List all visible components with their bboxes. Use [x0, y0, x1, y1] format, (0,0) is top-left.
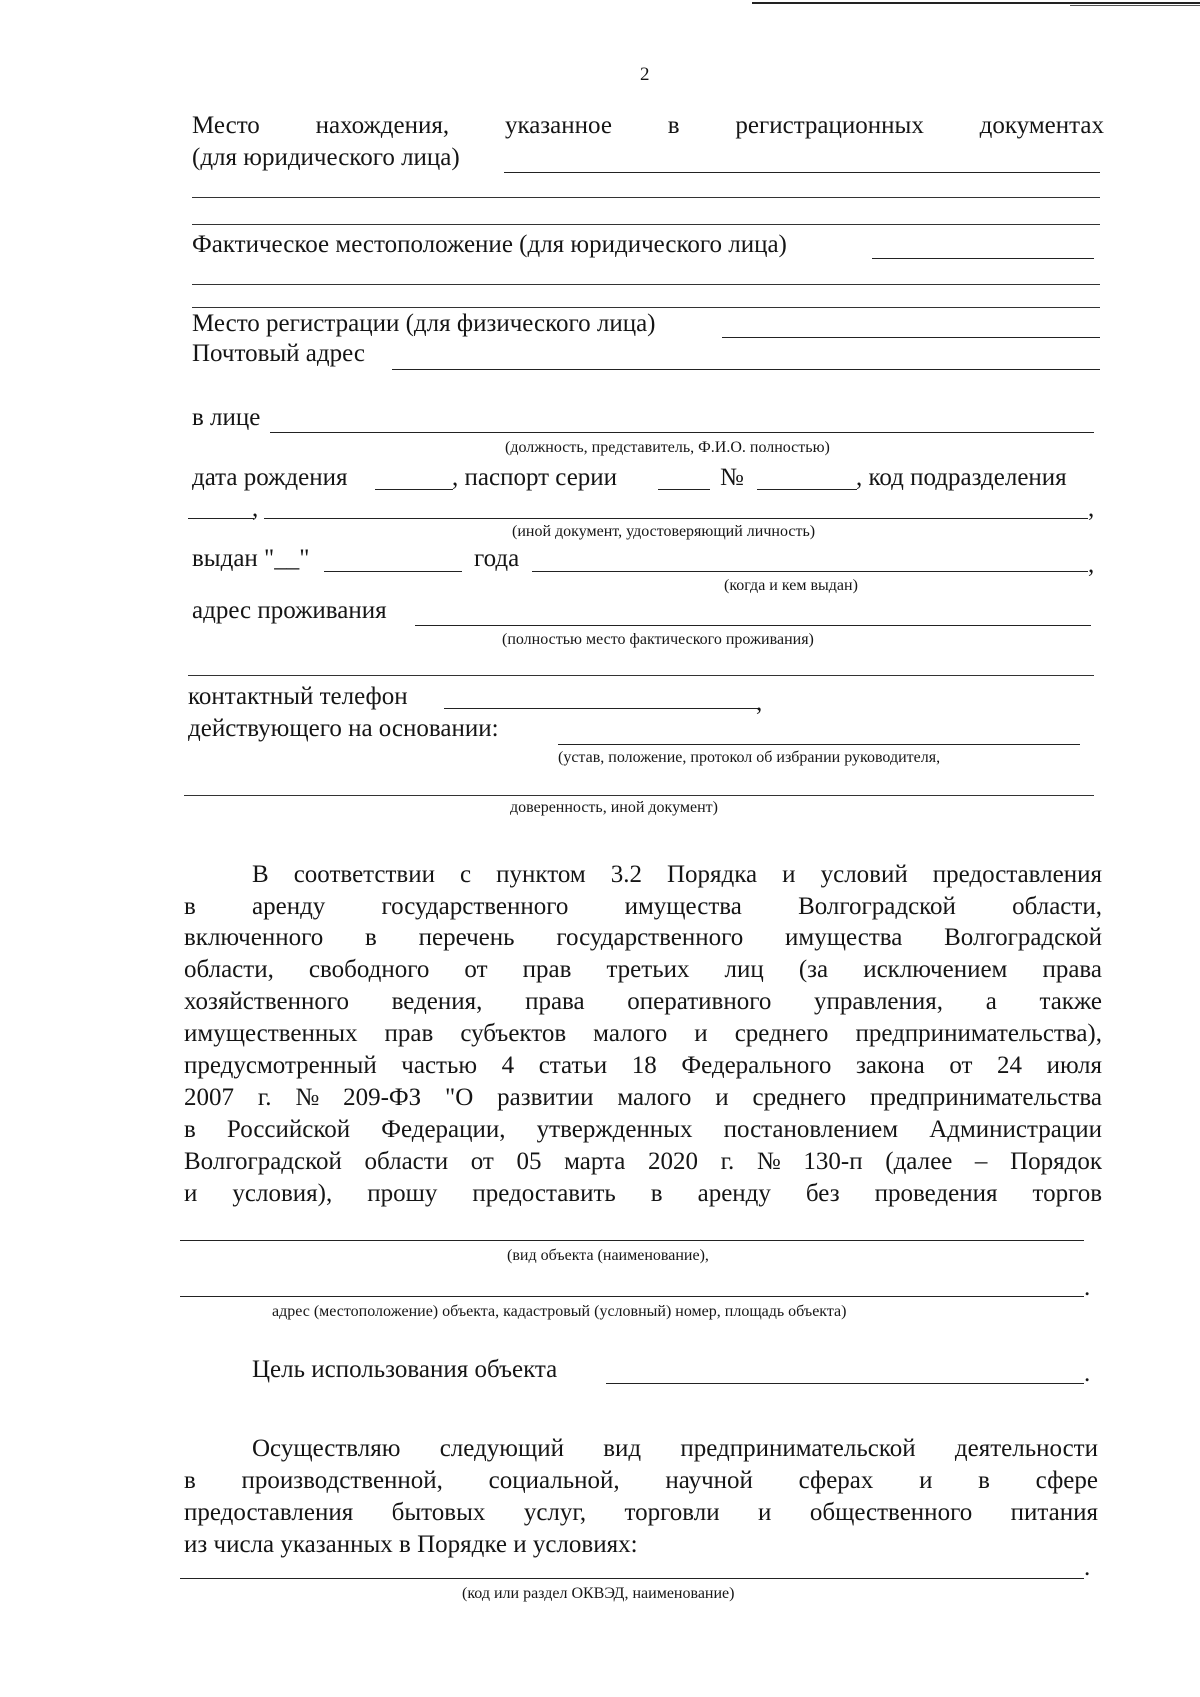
comma-b: ,: [1088, 495, 1095, 522]
issued-label: выдан "__": [192, 545, 310, 572]
acting-basis-label: действующего на основании:: [188, 715, 499, 742]
top-edge-line-2: [1070, 5, 1200, 6]
other-document-caption: (иной документ, удостоверяющий личность): [512, 523, 816, 540]
legal-address-line[interactable]: [504, 172, 1100, 173]
okved-line[interactable]: [180, 1578, 1084, 1579]
paragraph-line: [184, 1468, 1098, 1493]
paragraph-word: также: [1039, 988, 1102, 1015]
okved-caption: (код или раздел ОКВЭД, наименование): [462, 1585, 735, 1602]
paragraph-line: [184, 1532, 784, 1557]
paragraph-word: торговли: [624, 1499, 720, 1526]
paragraph-word: в: [184, 893, 196, 920]
paragraph-word: имущества: [624, 893, 742, 920]
paragraph-word: условия),: [232, 1180, 333, 1207]
paragraph-word: свободного: [308, 956, 430, 983]
legal-address-line-3[interactable]: [192, 224, 1100, 225]
paragraph-word: в Российской Федерации, утвержденных постановлением Администрации: [184, 1116, 1102, 1143]
legal-address-word: в: [667, 112, 680, 139]
paragraph-word: общественного: [809, 1499, 973, 1526]
paragraph-line: [184, 1053, 1102, 1078]
legal-address-word: Место: [192, 112, 260, 139]
paragraph-line: [252, 1436, 1098, 1461]
residence-caption: (полностью место фактического проживания): [502, 631, 814, 648]
paragraph-word: имущественных прав субъектов малого и среднего предпринимательства),: [184, 1020, 1102, 1047]
passport-number-line[interactable]: [757, 489, 857, 490]
top-edge-line: [752, 2, 1200, 4]
paragraph-word: прошу: [367, 1180, 438, 1207]
legal-address-word: регистрационных: [735, 112, 924, 139]
activity-period: .: [1084, 1554, 1091, 1581]
paragraph-word: Волгоградской: [798, 893, 956, 920]
in-person-line[interactable]: [270, 432, 1094, 433]
paragraph-word: прав: [522, 956, 572, 983]
residence-address-line[interactable]: [415, 625, 1091, 626]
paragraph-word: ведения,: [391, 988, 483, 1015]
paragraph-line: [184, 925, 1102, 950]
residence-address-label: адрес проживания: [192, 597, 387, 624]
issued-by-line[interactable]: [532, 571, 1088, 572]
paragraph-word: а: [985, 988, 997, 1015]
phone-line[interactable]: [444, 708, 758, 709]
paragraph-word: без: [805, 1180, 840, 1207]
paragraph-word: научной: [665, 1467, 753, 1494]
comma-a: ,: [252, 495, 259, 522]
paragraph-word: (за: [798, 956, 829, 983]
paragraph-line: [184, 894, 1102, 919]
purpose-label: Цель использования объекта: [252, 1356, 558, 1383]
actual-location-label: Фактическое местоположение (для юридического лица): [192, 231, 787, 258]
paragraph-line: [252, 862, 1102, 887]
legal-address-label-2: (для юридического лица): [192, 144, 460, 171]
legal-address-word: указанное: [504, 112, 612, 139]
paragraph-word: в: [650, 1180, 663, 1207]
paragraph-word: включенного в перечень государственного имущества Волгоградской: [184, 924, 1102, 951]
paragraph-word: торгов: [1032, 1180, 1102, 1207]
comma-c: ,: [1088, 551, 1095, 578]
actual-location-line[interactable]: [872, 258, 1094, 259]
paragraph-word: услуг,: [523, 1499, 587, 1526]
paragraph-word: оперативного: [627, 988, 772, 1015]
passport-series-label: , паспорт серии: [452, 464, 618, 491]
passport-number-sign: №: [720, 464, 744, 491]
paragraph-word: исключением: [863, 956, 1008, 983]
paragraph-line: [184, 989, 1102, 1014]
registration-place-line[interactable]: [722, 337, 1100, 338]
division-code-line[interactable]: [188, 518, 254, 519]
comma-d: ,: [756, 689, 763, 716]
legal-address-word: нахождения,: [315, 112, 450, 139]
basis-caption-1: (устав, положение, протокол об избрании руководителя,: [558, 749, 941, 766]
paragraph-word: сферах: [798, 1467, 874, 1494]
paragraph-line: [184, 1021, 1102, 1046]
paragraph-word: и: [184, 1180, 198, 1207]
paragraph-word: предоставления: [184, 1499, 354, 1526]
purpose-line[interactable]: [606, 1383, 1084, 1384]
paragraph-word: от: [464, 956, 488, 983]
paragraph-word: хозяйственного: [184, 988, 349, 1015]
paragraph-word: Волгоградской области от 05 марта 2020 г. № 130-п (далее – Порядок: [184, 1148, 1102, 1175]
paragraph-line: [184, 1500, 1098, 1525]
legal-address-word: документах: [979, 112, 1104, 139]
division-code-label: , код подразделения: [856, 464, 1067, 491]
page-number: 2: [640, 64, 650, 85]
object-period: .: [1084, 1274, 1091, 1301]
postal-address-line[interactable]: [392, 369, 1100, 370]
paragraph-word: в: [978, 1467, 990, 1494]
paragraph-line: [184, 1181, 1102, 1206]
actual-location-line-3[interactable]: [192, 307, 1100, 308]
in-person-label: в лице: [192, 404, 261, 431]
passport-series-line[interactable]: [658, 489, 710, 490]
paragraph-word: бытовых: [391, 1499, 486, 1526]
object-caption-2: адрес (местоположение) объекта, кадастровый (условный) номер, площадь объекта): [272, 1303, 847, 1320]
other-document-line[interactable]: [264, 518, 1088, 519]
birth-date-label: дата рождения: [192, 464, 348, 491]
residence-address-line-2[interactable]: [188, 675, 1094, 676]
paragraph-word: области,: [1012, 893, 1102, 920]
paragraph-word: третьих: [606, 956, 690, 983]
paragraph-word: лиц: [724, 956, 764, 983]
basis-caption-2: доверенность, иной документ): [510, 799, 718, 816]
object-address-line[interactable]: [180, 1296, 1084, 1297]
paragraph-line: [184, 1117, 1102, 1142]
paragraph-word: аренду: [697, 1180, 771, 1207]
issued-caption: (когда и кем выдан): [724, 577, 858, 594]
object-caption-1: (вид объекта (наименование),: [507, 1247, 709, 1264]
paragraph-word: Осуществляю следующий вид предпринимательской деятельности: [252, 1435, 1098, 1462]
registration-place-label: Место регистрации (для физического лица): [192, 310, 656, 337]
year-label: года: [474, 545, 520, 572]
paragraph-word: государственного: [381, 893, 569, 920]
legal-address-label: [192, 113, 1104, 138]
legal-address-line-2[interactable]: [192, 197, 1100, 198]
object-type-line[interactable]: [180, 1240, 1084, 1241]
paragraph-word: сфере: [1035, 1467, 1098, 1494]
paragraph-word: и: [758, 1499, 772, 1526]
paragraph-word: предусмотренный частью 4 статьи 18 Федерального закона от 24 июля: [184, 1052, 1102, 1079]
paragraph-word: питания: [1010, 1499, 1098, 1526]
paragraph-line: [184, 957, 1102, 982]
paragraph-word: В соответствии с пунктом 3.2 Порядка и условий предоставления: [252, 861, 1102, 888]
paragraph-word: предоставить: [472, 1180, 616, 1207]
paragraph-word: социальной,: [488, 1467, 620, 1494]
paragraph-word: и: [919, 1467, 933, 1494]
birth-date-line[interactable]: [375, 489, 453, 490]
acting-basis-line-2[interactable]: [184, 795, 1094, 796]
paragraph-word: права: [1042, 956, 1102, 983]
paragraph-word: права: [525, 988, 585, 1015]
paragraph-word: из числа указанных в Порядке и условиях:: [184, 1531, 638, 1558]
paragraph-word: проведения: [874, 1180, 998, 1207]
paragraph-word: управления,: [814, 988, 944, 1015]
acting-basis-line[interactable]: [558, 744, 1080, 745]
postal-address-label: Почтовый адрес: [192, 340, 365, 367]
purpose-period: .: [1084, 1360, 1091, 1387]
paragraph-word: в: [184, 1467, 196, 1494]
paragraph-word: аренду: [252, 893, 326, 920]
paragraph-word: производственной,: [241, 1467, 443, 1494]
paragraph-word: 2007 г. № 209-ФЗ "О развитии малого и среднего предпринимательства: [184, 1084, 1102, 1111]
paragraph-word: области,: [184, 956, 274, 983]
in-person-caption: (должность, представитель, Ф.И.О. полностью): [505, 439, 830, 456]
paragraph-line: [184, 1085, 1102, 1110]
paragraph-line: [184, 1149, 1102, 1174]
actual-location-line-2[interactable]: [192, 284, 1100, 285]
phone-label: контактный телефон: [188, 683, 408, 710]
issued-date-line[interactable]: [324, 571, 462, 572]
